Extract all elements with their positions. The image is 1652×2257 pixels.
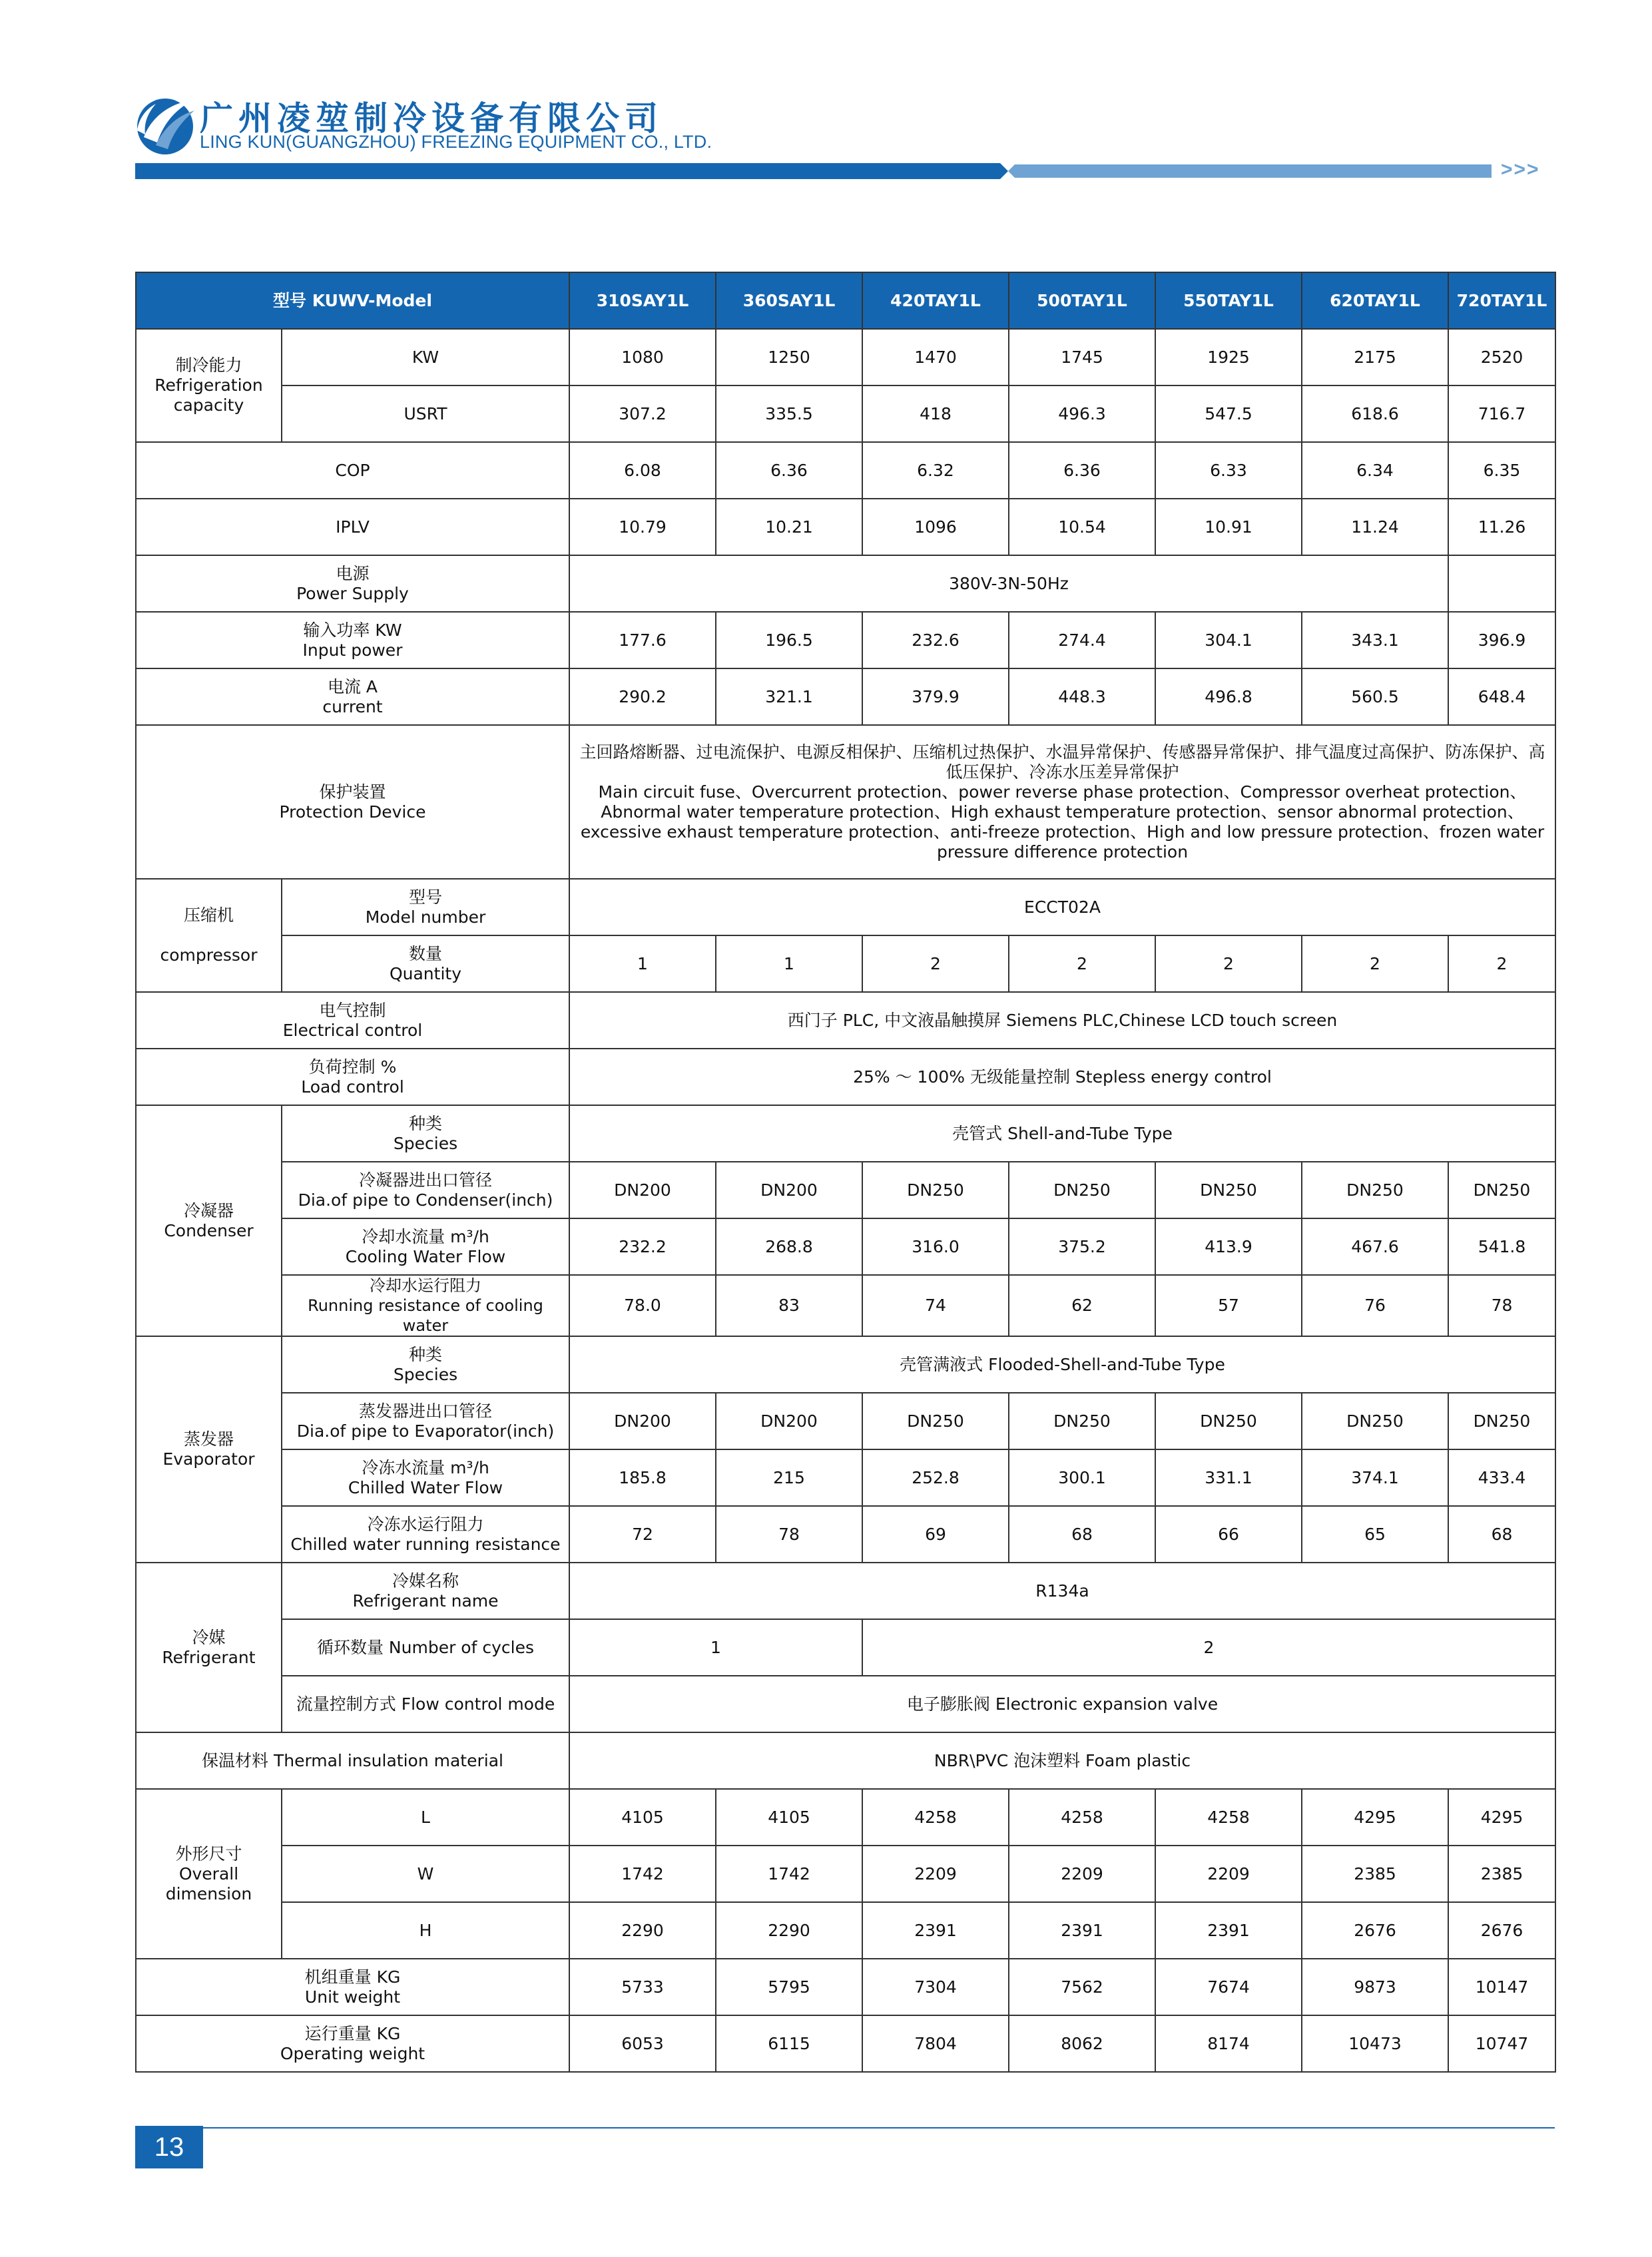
- row-condenser-species: [136, 1105, 1555, 1162]
- cell: 6115: [716, 2015, 862, 2072]
- row-iplv: [136, 499, 1555, 555]
- cell: 1080: [569, 329, 716, 385]
- row-dimension-l: [136, 1789, 1555, 1846]
- cell: 10747: [1448, 2015, 1555, 2072]
- flow-control-label: 流量控制方式 Flow control mode: [282, 1676, 569, 1732]
- cell: 304.1: [1155, 612, 1302, 668]
- row-operating-weight: [136, 2015, 1555, 2072]
- cell: 1: [716, 935, 862, 992]
- compressor-label: 压缩机 compressor: [136, 879, 282, 992]
- usrt-label: USRT: [282, 385, 569, 442]
- power-supply-label: 电源 Power Supply: [136, 555, 569, 612]
- cell: 496.3: [1009, 385, 1155, 442]
- dimension-label: 外形尺寸 Overall dimension: [136, 1789, 282, 1959]
- row-refrigerant-name: [136, 1563, 1555, 1619]
- company-name-cn: 广州凌堃制冷设备有限公司: [200, 99, 663, 138]
- cell: 4258: [862, 1789, 1009, 1846]
- model-500tay1l: 500TAY1L: [1009, 272, 1155, 329]
- cell: 2290: [716, 1902, 862, 1959]
- cell: 185.8: [569, 1449, 716, 1506]
- dimension-h-label: H: [282, 1902, 569, 1959]
- cell: 2: [1009, 935, 1155, 992]
- cell: 232.2: [569, 1218, 716, 1275]
- cell: 448.3: [1009, 668, 1155, 725]
- row-capacity-usrt: [136, 385, 1555, 442]
- cell: 4295: [1302, 1789, 1448, 1846]
- cell: 321.1: [716, 668, 862, 725]
- cell: 215: [716, 1449, 862, 1506]
- cell: 2385: [1448, 1846, 1555, 1902]
- load-control-value: 25% ～ 100% 无级能量控制 Stepless energy control: [569, 1049, 1555, 1105]
- cell: 2209: [862, 1846, 1009, 1902]
- insulation-label: 保温材料 Thermal insulation material: [136, 1732, 569, 1789]
- cell: 78: [716, 1506, 862, 1563]
- cell: 541.8: [1448, 1218, 1555, 1275]
- evaporator-label: 蒸发器 Evaporator: [136, 1336, 282, 1563]
- cell: 2290: [569, 1902, 716, 1959]
- compressor-qty-label: 数量 Quantity: [282, 935, 569, 992]
- row-dimension-w: [136, 1846, 1555, 1902]
- cell: 6.34: [1302, 442, 1448, 499]
- cell: 78.0: [569, 1275, 716, 1336]
- cell: 232.6: [862, 612, 1009, 668]
- cell: 2: [1448, 935, 1555, 992]
- evaporator-species-value: 壳管满液式 Flooded-Shell-and-Tube Type: [569, 1336, 1555, 1393]
- cell: 547.5: [1155, 385, 1302, 442]
- model-360say1l: 360SAY1L: [716, 272, 862, 329]
- model-310say1l: 310SAY1L: [569, 272, 716, 329]
- condenser-species-value: 壳管式 Shell-and-Tube Type: [569, 1105, 1555, 1162]
- cell: 6.36: [1009, 442, 1155, 499]
- cell: 1742: [569, 1846, 716, 1902]
- row-evaporator-species: [136, 1336, 1555, 1393]
- cell: 2676: [1302, 1902, 1448, 1959]
- model-620tay1l: 620TAY1L: [1302, 272, 1448, 329]
- cell: 10147: [1448, 1959, 1555, 2015]
- cycles-value-a: 1: [569, 1619, 862, 1676]
- row-unit-weight: [136, 1959, 1555, 2015]
- spec-table: [135, 272, 1556, 2073]
- row-evaporator-dia: [136, 1393, 1555, 1449]
- row-condenser-flow: [136, 1218, 1555, 1275]
- refrigerant-name-value: R134a: [569, 1563, 1555, 1619]
- cell: DN200: [569, 1162, 716, 1218]
- cell: DN250: [1302, 1162, 1448, 1218]
- cell: 307.2: [569, 385, 716, 442]
- cell: 66: [1155, 1506, 1302, 1563]
- cell: 467.6: [1302, 1218, 1448, 1275]
- cell: 300.1: [1009, 1449, 1155, 1506]
- cell: 2391: [1009, 1902, 1155, 1959]
- model-header-label: 型号 KUWV-Model: [136, 272, 569, 329]
- cell: 4105: [569, 1789, 716, 1846]
- row-cop: [136, 442, 1555, 499]
- cell: 6.36: [716, 442, 862, 499]
- cell: 716.7: [1448, 385, 1555, 442]
- cell: DN250: [1155, 1393, 1302, 1449]
- compressor-model-label: 型号 Model number: [282, 879, 569, 935]
- row-electrical-control: [136, 992, 1555, 1049]
- compressor-model-value: ECCT02A: [569, 879, 1555, 935]
- protection-description: 主回路熔断器、过电流保护、电源反相保护、压缩机过热保护、水温异常保护、传感器异常保护、排气温度过高保护、防冻保护、高低压保护、冷冻水压差异常保护 Main circuit fuse、Overcurrent protection、power reverse phase protection、Compressor overheat protection、Abnormal water temperature protection、High exhaust temperature protection、sensor abnormal protection、excessive exhaust temperature protection、anti-freeze protection、High and low pressure protection、frozen water pressure difference protection: [569, 725, 1555, 879]
- cell: 1096: [862, 499, 1009, 555]
- cell: 6.08: [569, 442, 716, 499]
- header-band: [0, 0, 1652, 186]
- condenser-flow-label: 冷却水流量 m³/h Cooling Water Flow: [282, 1218, 569, 1275]
- cell: 433.4: [1448, 1449, 1555, 1506]
- cell: 335.5: [716, 385, 862, 442]
- cell: 7562: [1009, 1959, 1155, 2015]
- cell: 78: [1448, 1275, 1555, 1336]
- dimension-l-label: L: [282, 1789, 569, 1846]
- evaporator-flow-label: 冷冻水流量 m³/h Chilled Water Flow: [282, 1449, 569, 1506]
- page-number: 13: [135, 2126, 203, 2168]
- dimension-w-label: W: [282, 1846, 569, 1902]
- iplv-label: IPLV: [136, 499, 569, 555]
- cell: 10.79: [569, 499, 716, 555]
- cell: 1742: [716, 1846, 862, 1902]
- cell: 7674: [1155, 1959, 1302, 2015]
- cell: 62: [1009, 1275, 1155, 1336]
- cell: 11.24: [1302, 499, 1448, 555]
- cell: 76: [1302, 1275, 1448, 1336]
- cell: 290.2: [569, 668, 716, 725]
- cell: 57: [1155, 1275, 1302, 1336]
- input-power-label: 输入功率 KW Input power: [136, 612, 569, 668]
- evaporator-dia-label: 蒸发器进出口管径 Dia.of pipe to Evaporator(inch): [282, 1393, 569, 1449]
- cell: 10.91: [1155, 499, 1302, 555]
- row-condenser-resistance: [136, 1275, 1555, 1336]
- cell: DN250: [1448, 1393, 1555, 1449]
- cell: DN250: [862, 1162, 1009, 1218]
- cell: 375.2: [1009, 1218, 1155, 1275]
- cell: 8174: [1155, 2015, 1302, 2072]
- row-protection: [136, 725, 1555, 879]
- cell: DN200: [716, 1162, 862, 1218]
- cell: 6.35: [1448, 442, 1555, 499]
- cell: 1250: [716, 329, 862, 385]
- cell: 6.32: [862, 442, 1009, 499]
- cell: 6.33: [1155, 442, 1302, 499]
- cell: 374.1: [1302, 1449, 1448, 1506]
- cell: 1925: [1155, 329, 1302, 385]
- row-refrigerant-flow-control: [136, 1676, 1555, 1732]
- unit-weight-label: 机组重量 KG Unit weight: [136, 1959, 569, 2015]
- row-insulation: [136, 1732, 1555, 1789]
- cell: 2175: [1302, 329, 1448, 385]
- cell: 1745: [1009, 329, 1155, 385]
- row-compressor-model: [136, 879, 1555, 935]
- cell: 7304: [862, 1959, 1009, 2015]
- cell: DN250: [1009, 1393, 1155, 1449]
- condenser-label: 冷凝器 Condenser: [136, 1105, 282, 1336]
- kw-label: KW: [282, 329, 569, 385]
- cell: 4258: [1155, 1789, 1302, 1846]
- cell: 7804: [862, 2015, 1009, 2072]
- cell: 648.4: [1448, 668, 1555, 725]
- cell: 316.0: [862, 1218, 1009, 1275]
- cell: 72: [569, 1506, 716, 1563]
- cell: 2676: [1448, 1902, 1555, 1959]
- cell: 2385: [1302, 1846, 1448, 1902]
- cell: DN250: [1009, 1162, 1155, 1218]
- cell: 1470: [862, 329, 1009, 385]
- model-420tay1l: 420TAY1L: [862, 272, 1009, 329]
- power-supply-value: 380V-3N-50Hz: [569, 555, 1448, 612]
- row-load-control: [136, 1049, 1555, 1105]
- row-compressor-qty: [136, 935, 1555, 992]
- insulation-value: NBR\PVC 泡沫塑料 Foam plastic: [569, 1732, 1555, 1789]
- cell: 2209: [1009, 1846, 1155, 1902]
- cell: 83: [716, 1275, 862, 1336]
- cell: 274.4: [1009, 612, 1155, 668]
- cell: 65: [1302, 1506, 1448, 1563]
- cell: 618.6: [1302, 385, 1448, 442]
- cycles-value-b: 2: [862, 1619, 1555, 1676]
- model-720tay1l: 720TAY1L: [1448, 272, 1555, 329]
- operating-weight-label: 运行重量 KG Operating weight: [136, 2015, 569, 2072]
- refrigeration-capacity-label: 制冷能力 Refrigeration capacity: [136, 329, 282, 442]
- cell: 1: [569, 935, 716, 992]
- cell: 9873: [1302, 1959, 1448, 2015]
- cell-empty: [1448, 555, 1555, 612]
- cell: 5733: [569, 1959, 716, 2015]
- flow-control-value: 电子膨胀阀 Electronic expansion valve: [569, 1676, 1555, 1732]
- row-evaporator-resistance: [136, 1506, 1555, 1563]
- row-refrigerant-cycles: [136, 1619, 1555, 1676]
- cell: 396.9: [1448, 612, 1555, 668]
- cell: 268.8: [716, 1218, 862, 1275]
- cell: 331.1: [1155, 1449, 1302, 1506]
- cop-label: COP: [136, 442, 569, 499]
- row-capacity-kw: [136, 329, 1555, 385]
- cell: 2: [1302, 935, 1448, 992]
- cell: DN250: [1448, 1162, 1555, 1218]
- cell: 252.8: [862, 1449, 1009, 1506]
- row-evaporator-flow: [136, 1449, 1555, 1506]
- cell: 68: [1009, 1506, 1155, 1563]
- cell: 68: [1448, 1506, 1555, 1563]
- cell: 4105: [716, 1789, 862, 1846]
- refrigerant-name-label: 冷媒名称 Refrigerant name: [282, 1563, 569, 1619]
- cell: 8062: [1009, 2015, 1155, 2072]
- cell: 2520: [1448, 329, 1555, 385]
- cell: 11.26: [1448, 499, 1555, 555]
- cell: 6053: [569, 2015, 716, 2072]
- cell: 2391: [1155, 1902, 1302, 1959]
- cell: 2: [1155, 935, 1302, 992]
- row-power-supply: [136, 555, 1555, 612]
- footer-rule: [203, 2127, 1555, 2129]
- cell: 343.1: [1302, 612, 1448, 668]
- cell: DN250: [862, 1393, 1009, 1449]
- refrigerant-label: 冷媒 Refrigerant: [136, 1563, 282, 1732]
- electrical-control-value: 西门子 PLC, 中文液晶触摸屏 Siemens PLC,Chinese LCD touch screen: [569, 992, 1555, 1049]
- cell: 69: [862, 1506, 1009, 1563]
- cell: 413.9: [1155, 1218, 1302, 1275]
- model-550tay1l: 550TAY1L: [1155, 272, 1302, 329]
- cell: 379.9: [862, 668, 1009, 725]
- condenser-species-label: 种类 Species: [282, 1105, 569, 1162]
- cell: 418: [862, 385, 1009, 442]
- evaporator-resistance-label: 冷冻水运行阻力 Chilled water running resistance: [282, 1506, 569, 1563]
- row-current: [136, 668, 1555, 725]
- cell: 2391: [862, 1902, 1009, 1959]
- cell: 560.5: [1302, 668, 1448, 725]
- company-name-en: LING KUN(GUANGZHOU) FREEZING EQUIPMENT CO., LTD.: [200, 132, 712, 152]
- cell: 196.5: [716, 612, 862, 668]
- cell: 10.54: [1009, 499, 1155, 555]
- electrical-control-label: 电气控制 Electrical control: [136, 992, 569, 1049]
- header-row: [136, 272, 1555, 329]
- row-input-power: [136, 612, 1555, 668]
- condenser-resistance-label: 冷却水运行阻力 Running resistance of cooling water: [282, 1275, 569, 1336]
- evaporator-species-label: 种类 Species: [282, 1336, 569, 1393]
- cell: 496.8: [1155, 668, 1302, 725]
- cell: 10.21: [716, 499, 862, 555]
- load-control-label: 负荷控制 % Load control: [136, 1049, 569, 1105]
- current-label: 电流 A current: [136, 668, 569, 725]
- cell: DN200: [716, 1393, 862, 1449]
- condenser-dia-label: 冷凝器进出口管径 Dia.of pipe to Condenser(inch): [282, 1162, 569, 1218]
- chevron-arrows-icon: >>>: [1501, 158, 1540, 180]
- row-condenser-dia: [136, 1162, 1555, 1218]
- cell: 10473: [1302, 2015, 1448, 2072]
- cell: DN200: [569, 1393, 716, 1449]
- cell: 5795: [716, 1959, 862, 2015]
- cell: 177.6: [569, 612, 716, 668]
- refrigerant-cycles-label: 循环数量 Number of cycles: [282, 1619, 569, 1676]
- protection-label: 保护装置 Protection Device: [136, 725, 569, 879]
- cell: 74: [862, 1275, 1009, 1336]
- cell: 4295: [1448, 1789, 1555, 1846]
- cell: DN250: [1302, 1393, 1448, 1449]
- cell: DN250: [1155, 1162, 1302, 1218]
- row-dimension-h: [136, 1902, 1555, 1959]
- cell: 2: [862, 935, 1009, 992]
- cell: 2209: [1155, 1846, 1302, 1902]
- cell: 4258: [1009, 1789, 1155, 1846]
